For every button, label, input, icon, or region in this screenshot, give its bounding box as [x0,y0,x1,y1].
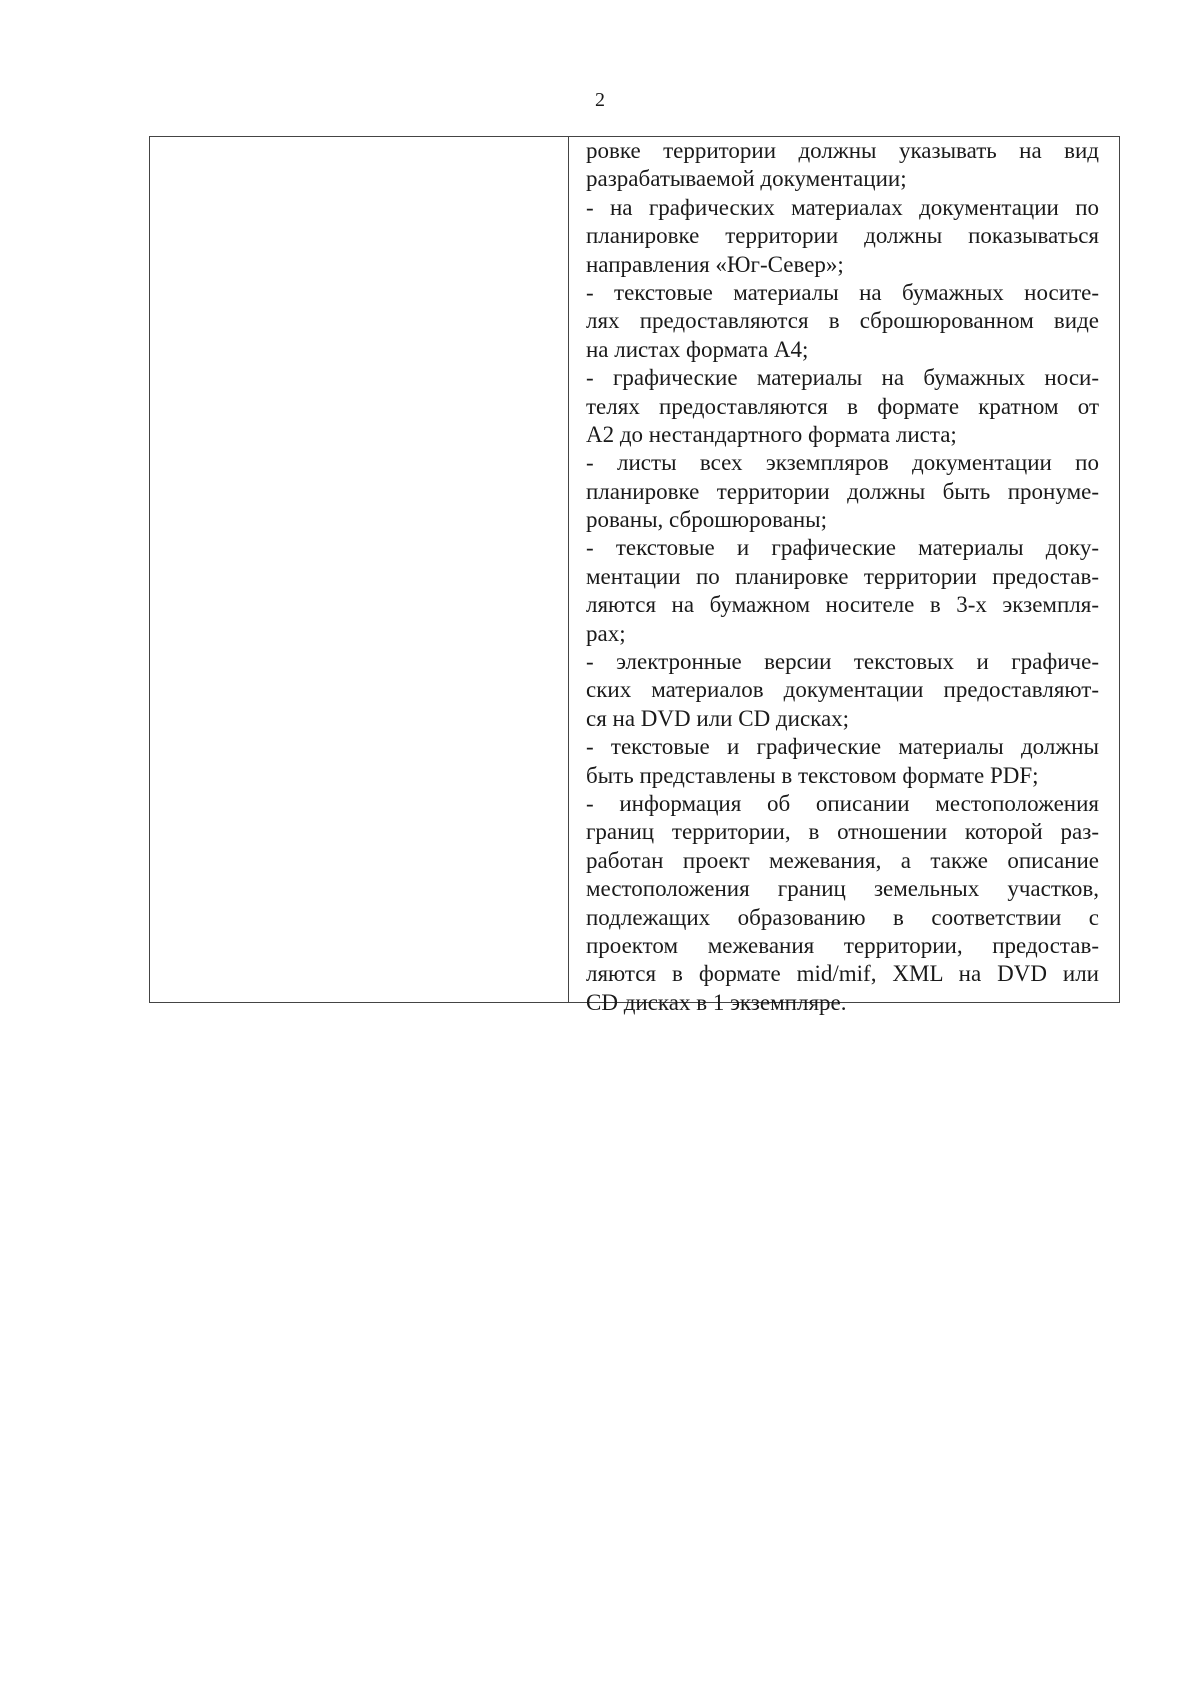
text-line: ляются в формате mid/mif, XML на DVD или [586,961,1099,987]
text-line: проектом межевания территории, предостав- [586,932,1099,958]
text-line: рованы, сброшюрованы; [586,507,828,533]
text-line: направления «Юг-Север»; [586,251,844,277]
text-line: рах; [586,620,626,646]
text-line: - текстовые и графические материалы должны [586,734,1099,760]
requirements-table [149,136,1120,1015]
text-line: - текстовые материалы на бумажных носите- [586,279,1099,305]
page-number: 2 [595,89,605,111]
text-line: CD дисках в 1 экземпляре. [586,989,847,1015]
text-line: ляются на бумажном носителе в 3-х экземпля- [586,592,1099,618]
text-line: - текстовые и графические материалы доку- [586,535,1099,561]
text-line: - информация об описании местоположения [586,790,1099,816]
text-line: ся на DVD или CD дисках; [586,705,850,731]
text-line: быть представлены в текстовом формате PDF; [586,762,1039,788]
text-line: - графические материалы на бумажных носи- [586,365,1099,391]
text-line: - листы всех экземпляров документации по [586,450,1099,476]
text-line: ских материалов документации предоставляют- [586,677,1099,703]
text-line: на листах формата А4; [586,336,809,362]
text-line: планировке территории должны показываться [586,223,1099,249]
text-line: А2 до нестандартного формата листа; [586,421,957,447]
text-line: ментации по планировке территории предостав- [586,563,1099,589]
table-cell-left-empty [150,137,569,1002]
text-line: разрабатываемой документации; [586,166,907,192]
text-line: подлежащих образованию в соответствии с [586,904,1099,930]
text-line: - на графических материалах документации по [586,194,1099,220]
table-cell-right-text [569,137,1119,1015]
text-line: планировке территории должны быть пронуме- [586,478,1099,504]
text-line: работан проект межевания, а также описание [586,847,1099,873]
text-line: ровке территории должны указывать на вид [586,138,1099,163]
text-line: телях предоставляются в формате кратном от [586,393,1099,419]
text-line: лях предоставляются в сброшюрованном виде [586,308,1099,334]
text-line: границ территории, в отношении которой раз- [586,819,1099,845]
text-line: местоположения границ земельных участков, [586,876,1099,902]
text-line: - электронные версии текстовых и графиче- [586,649,1099,675]
